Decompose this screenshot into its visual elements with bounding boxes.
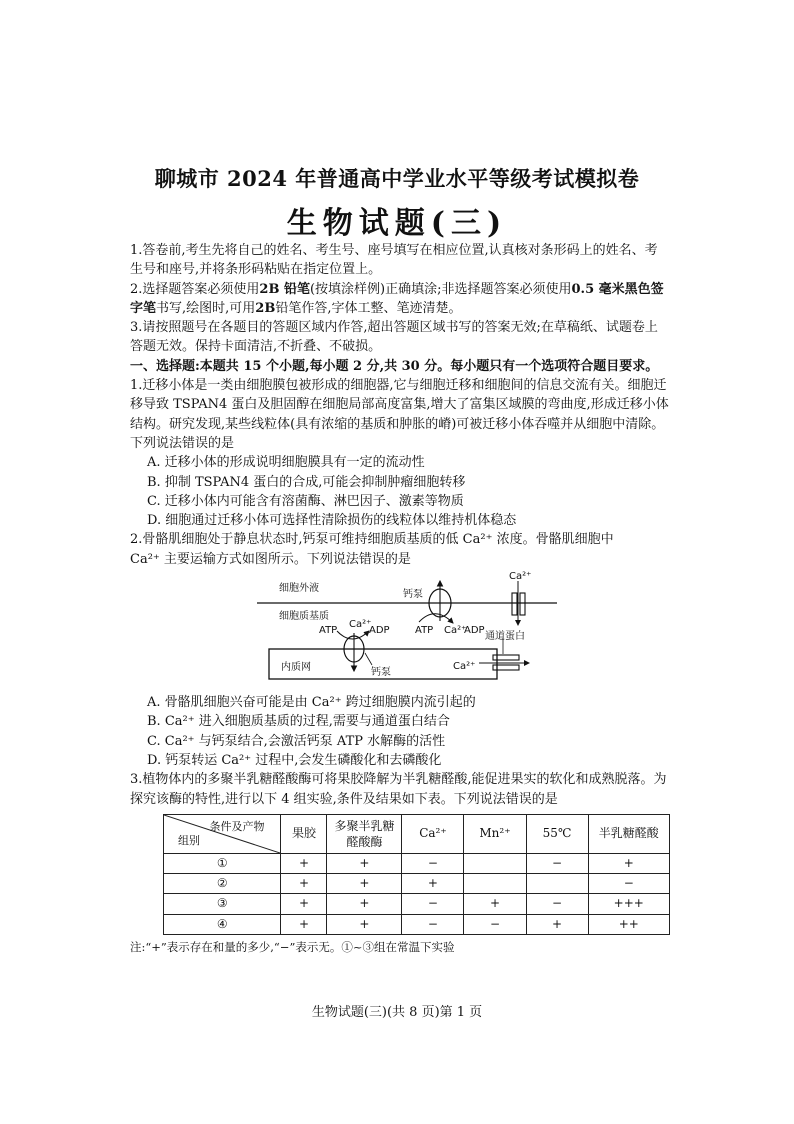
- instr2-text-c: (按填涂样例)正确填涂;非选择题答案必须使用: [309, 281, 572, 297]
- label-extracellular: 细胞外液: [279, 583, 319, 595]
- q2-stem-line2: Ca²⁺ 主要运输方式如图所示。下列说法错误的是: [130, 551, 411, 567]
- membrane-channel-right: [520, 593, 525, 615]
- q3-stem: 3.植物体内的多聚半乳糖醛酸酶可将果胶降解为半乳糖醛酸,能促进果实的软化和成熟脱落。为探究该酶的特性,进行以下 4 组实验,条件及结果如下表。下列说法错误的是: [130, 772, 667, 807]
- table-cell: +: [327, 914, 402, 934]
- q2-stem-line1: 2.骨骼肌细胞处于静息状态时,钙泵可维持细胞质基质的低 Ca²⁺ 浓度。骨骼肌细胞中: [130, 532, 614, 548]
- corner-bottom-label: 组别: [178, 833, 200, 847]
- label-atp-right: ATP: [415, 625, 434, 637]
- q1-stem: 1.迁移小体是一类由细胞膜包被形成的细胞器,它与细胞迁移和细胞间的信息交流有关。细胞迁移导致 TSPAN4 蛋白及胆固醇在细胞局部高度富集,增大了富集区域膜的弯曲度,形成迁移小体结构。研究发现,某些线粒体(具有浓缩的基质和肿胀的嵴)可被迁移小体吞噬并从细胞中清除。下列说法错误的是: [130, 378, 669, 451]
- label-atp-left: ATP: [319, 625, 338, 637]
- table-cell: +++: [588, 894, 669, 914]
- instruction-1: 1.答卷前,考生先将自己的姓名、考生号、座号填写在相应位置,认真核对条形码上的姓名、考生号和座号,并将条形码粘贴在指定位置上。: [130, 243, 658, 278]
- table-cell: −: [526, 894, 588, 914]
- calcium-transport-diagram: [257, 571, 557, 689]
- table-cell: +: [281, 914, 327, 934]
- q1-option-a: A. 迁移小体的形成说明细胞膜具有一定的流动性: [147, 455, 425, 471]
- table-header: Mn²⁺: [464, 814, 526, 853]
- exam-title: 聊城市 2024 年普通高中学业水平等级考试模拟卷: [154, 166, 640, 191]
- table-cell: ①: [164, 853, 281, 873]
- table-cell: −: [402, 914, 464, 934]
- table-cell: −: [588, 874, 669, 894]
- table-cell: +: [588, 853, 669, 873]
- table-cell: +: [327, 853, 402, 873]
- table-cell: ④: [164, 914, 281, 934]
- label-ca-top: Ca²⁺: [509, 571, 532, 583]
- page-footer: 生物试题(三)(共 8 页)第 1 页: [311, 1005, 483, 1020]
- table-cell: [464, 874, 526, 894]
- table-header: 果胶: [281, 814, 327, 853]
- instruction-3: 3.请按照题号在各题目的答题区域内作答,超出答题区域书写的答案无效;在草稿纸、试题卷上答题无效。保持卡面清洁,不折叠、不破损。: [130, 320, 658, 355]
- instruction-2: [130, 280, 670, 319]
- instr2-bold-2: 0.5 毫米黑色签字笔: [130, 281, 664, 316]
- table-cell: [464, 853, 526, 873]
- table-cell: ②: [164, 874, 281, 894]
- exam-body: [130, 241, 670, 957]
- membrane-channel-left: [512, 593, 517, 615]
- subject-title: 生物试题(三): [286, 206, 508, 241]
- table-cell: −: [402, 894, 464, 914]
- table-cell: [526, 874, 588, 894]
- label-ca-mid: Ca²⁺: [444, 625, 467, 637]
- table-cell: ++: [588, 914, 669, 934]
- table-row: [164, 914, 670, 934]
- table-cell: −: [464, 914, 526, 934]
- table-cell: +: [281, 894, 327, 914]
- table-row: [164, 894, 670, 914]
- table-cell: +: [327, 894, 402, 914]
- table-cell: +: [464, 894, 526, 914]
- q1-option-d: D. 细胞通过迁移小体可选择性清除损伤的线粒体以维持机体稳态: [147, 513, 517, 529]
- label-pump-membrane: 钙泵: [403, 589, 423, 601]
- table-cell: +: [281, 853, 327, 873]
- table-note: 注:“+”表示存在和量的多少,“−”表示无。①~③组在常温下实验: [130, 940, 455, 955]
- instr2-text-e: 铅笔作答,字体工整、笔迹清楚。: [275, 300, 462, 316]
- q1-option-c: C. 迁移小体内可能含有溶菌酶、淋巴因子、激素等物质: [147, 493, 464, 509]
- table-header: 55℃: [526, 814, 588, 853]
- table-cell: ③: [164, 894, 281, 914]
- table-cell: −: [526, 853, 588, 873]
- instr2-bold-3: 2B: [255, 300, 276, 316]
- label-ca-er: Ca²⁺: [453, 661, 476, 673]
- section-heading: 一、选择题:本题共 15 个小题,每小题 2 分,共 30 分。每小题只有一个选项符合题目要求。: [130, 358, 659, 374]
- label-adp-left: ADP: [369, 625, 390, 637]
- instr2-text-d: 书写,绘图时,可用: [156, 300, 256, 316]
- label-cytoplasm: 细胞质基质: [279, 611, 329, 623]
- q2-option-c: C. Ca²⁺ 与钙泵结合,会激活钙泵 ATP 水解酶的活性: [147, 733, 446, 749]
- corner-top-label: 条件及产物: [209, 819, 265, 833]
- label-channel-protein: 通道蛋白: [485, 631, 525, 643]
- q2-option-d: D. 钙泵转运 Ca²⁺ 过程中,会发生磷酸化和去磷酸化: [147, 752, 442, 768]
- label-pump-er: 钙泵: [371, 667, 391, 679]
- experiment-table: [163, 814, 670, 935]
- table-corner-cell: [164, 814, 281, 853]
- label-ca-er-pump: Ca²⁺: [349, 619, 372, 631]
- instr2-text-a: 2.选择题答案必须使用: [130, 281, 260, 297]
- label-er: 内质网: [281, 662, 311, 674]
- table-header: 半乳糖醛酸: [588, 814, 669, 853]
- label-adp-right: ADP: [464, 625, 485, 637]
- table-row: [164, 853, 670, 873]
- table-header: Ca²⁺: [402, 814, 464, 853]
- table-cell: +: [526, 914, 588, 934]
- table-cell: −: [402, 853, 464, 873]
- table-cell: +: [402, 874, 464, 894]
- table-cell: +: [327, 874, 402, 894]
- table-header: 多聚半乳糖醛酸酶: [327, 814, 402, 853]
- q1-option-b: B. 抑制 TSPAN4 蛋白的合成,可能会抑制肿瘤细胞转移: [147, 474, 466, 490]
- q2-option-a: A. 骨骼肌细胞兴奋可能是由 Ca²⁺ 跨过细胞膜内流引起的: [147, 695, 476, 711]
- instr2-bold-1: 2B 铅笔: [259, 281, 310, 297]
- table-header-row: [164, 814, 670, 853]
- table-row: [164, 874, 670, 894]
- table-cell: +: [281, 874, 327, 894]
- q2-option-b: B. Ca²⁺ 进入细胞质基质的过程,需要与通道蛋白结合: [147, 714, 450, 730]
